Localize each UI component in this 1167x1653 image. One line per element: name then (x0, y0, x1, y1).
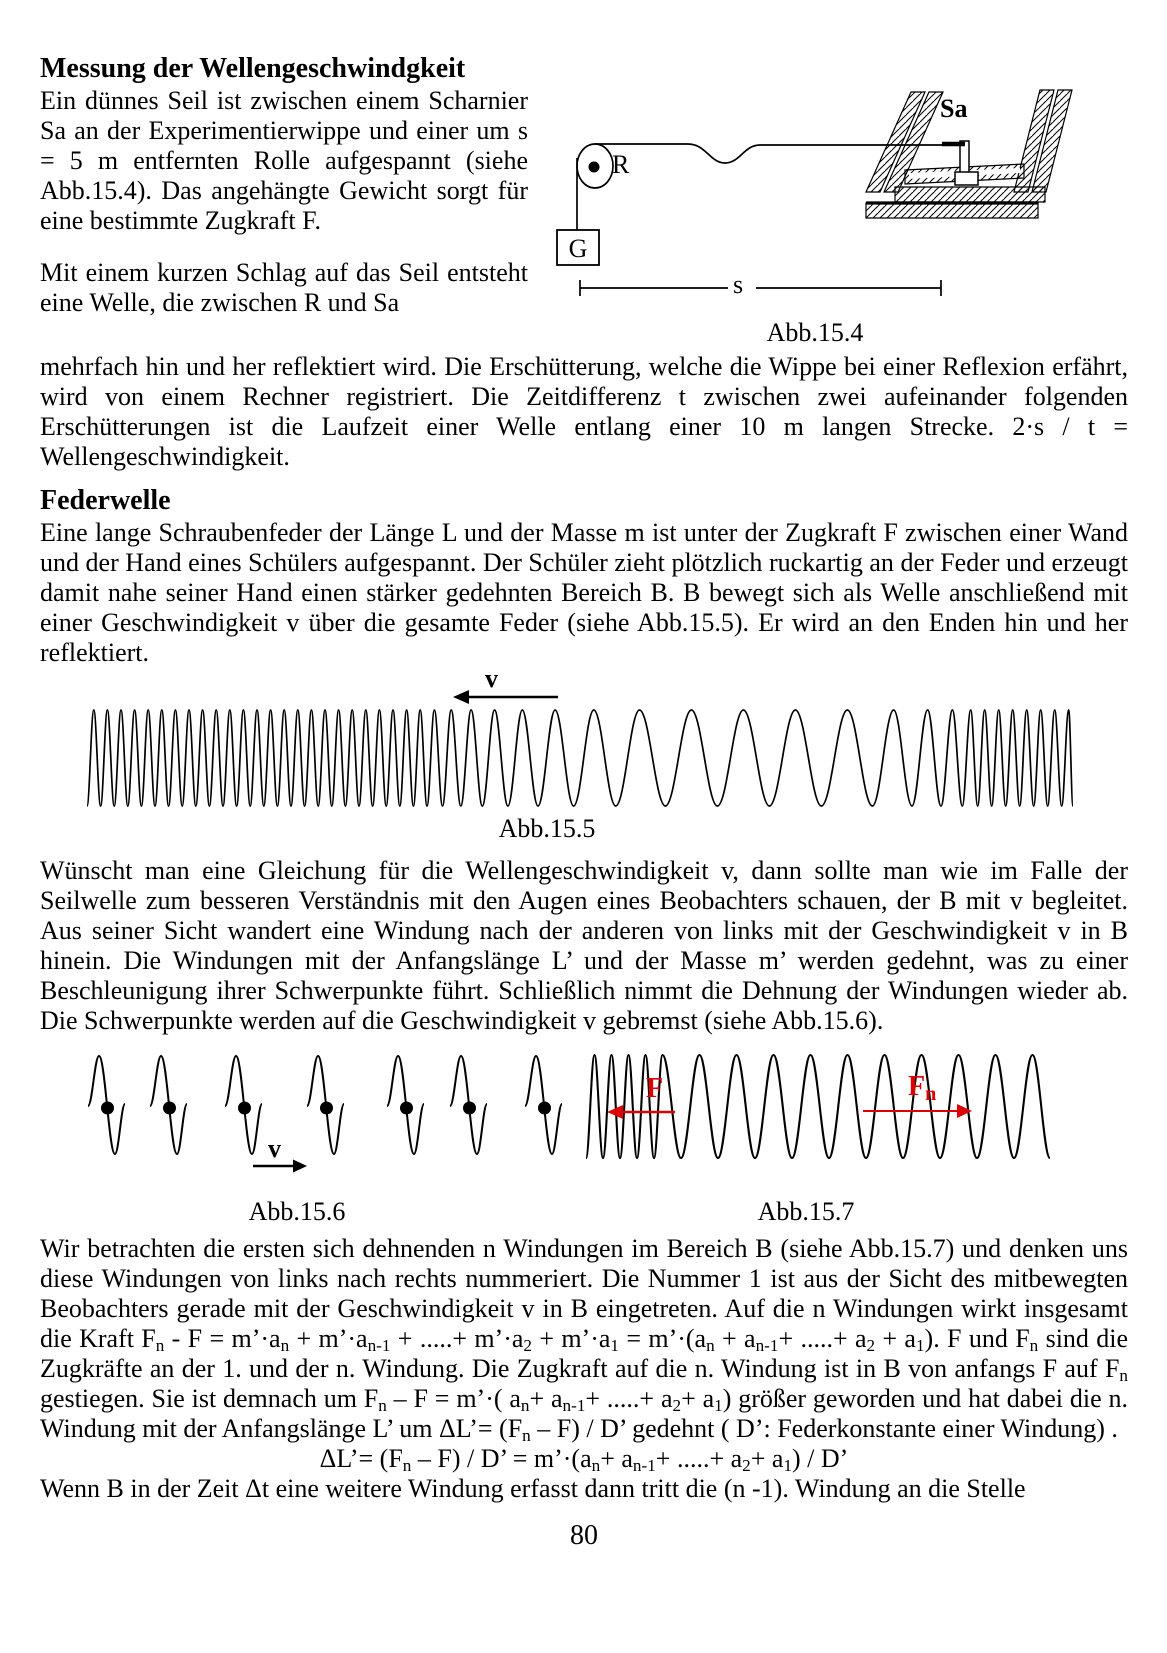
pulley-label-r: R (612, 150, 630, 179)
para-schlag: Mit einem kurzen Schlag auf das Seil entsteht eine Welle, die zwischen R und Sa (40, 258, 528, 317)
stretched-region-drawing (578, 1050, 1093, 1182)
figure-abb-15-6 (75, 1050, 570, 1234)
pulley-icon (577, 144, 613, 230)
force-label-fn: Fn (908, 1071, 937, 1106)
force-label-f: F (646, 1073, 664, 1104)
para-mehrfach: mehrfach hin und her reflektiert wird. Die Erschütterung, welche die Wippe bei einer Reflexion erfährt, wird von einem Rechner registriert. Die Zeitdifferenz t zwischen zwei aufeinander folgenden Erschütterungen ist die Laufzeit einer Welle entlang einer 10 m langen Strecke. 2·s / t = Wellengeschwindigkeit. (40, 352, 1128, 471)
formula-delta-l: ΔL’= $(F_n - F)$ / D’ = $m’\cdot(a_n+ a_{n-1}+$ .....+ $a_2+ a_1) / D$’ (319, 1444, 849, 1475)
figure-abb-15-4 (528, 80, 1128, 352)
figure-caption-abb-15-6: Abb.15.6 (248, 1197, 346, 1226)
single-windings-drawing (75, 1050, 570, 1182)
figure-caption-abb-15-5: Abb.15.5 (498, 814, 596, 843)
experiment-setup-drawing (528, 80, 1083, 352)
force-fn-arrow (863, 1104, 972, 1118)
left-text-column (40, 52, 528, 352)
para-wenn-b: Wenn B in der Zeit Δt eine weitere Windung erfasst dann tritt die (n -1). Windung an die Stelle (40, 1474, 1026, 1503)
hinge-label-sa: Sa (940, 94, 968, 123)
weight-label-g: G (568, 234, 588, 263)
figure-abb-15-7 (578, 1050, 1098, 1234)
spring-wave-drawing (85, 670, 1075, 810)
para-windungen: Wir betrachten die ersten sich dehnenden n Windungen im Bereich B (siehe Abb.15.7) und denken uns diese Windungen von links nach rechts nummeriert. Die Nummer 1 ist aus der Sicht des mitbewegten Beobachters gerade mit der Geschwindigkeit v in B eingetreten. Auf die n Windungen wirkt insgesamt die Kraft $F_n$ - $F = m’\cdot a_n$ + $m’\cdot a_{n-1}$ + .....+ $m’\cdot a_2$ + $m’\cdot a_1$ = $m’\cdot(a_n + a_{n-1}+$ .....+ $a_2 + a_1$). F und $F_n$ sind die Zugkräfte an der 1. und der n. Windung. Die Zugkraft auf die n. Windung ist in B von anfangs F auf $F_n$ gestiegen. Sie ist demnach um $F_n$ – F = m’·( $a_n+ a_{n-1}+$ .....+ $a_2+ a_1$) größer geworden und hat dabei die n. Windung mit der Anfangslänge L’ um ΔL’= $(F_n - F)$ / D’ gedehnt ( D’: Federkonstante einer Windung) . (40, 1234, 1129, 1445)
heading-federwelle: Federwelle (40, 485, 171, 516)
velocity-label-v: v (268, 1134, 281, 1163)
spring-coil-path (586, 1055, 1050, 1158)
para-federwelle: Eine lange Schraubenfeder der Länge L und der Masse m ist unter der Zugkraft F zwischen einer Wand und der Hand eines Schülers aufgespannt. Der Schüler zieht plötzlich ruckartig an der Feder und erzeugt damit nahe seiner Hand einen stärker gedehnten Bereich B. B bewegt sich als Welle anschließend mit einer Geschwindigkeit v über die gesamte Feder (siehe Abb.15.5). Er wird an den Enden hin und her reflektiert. (40, 518, 1128, 667)
distance-label-s: s (733, 270, 744, 299)
heading-messung: Messung der Wellengeschwindgkeit (40, 53, 466, 84)
velocity-label-v: v (485, 664, 498, 693)
para-seil-aufbau: Ein dünnes Seil ist zwischen einem Scharnier Sa an der Experimentierwippe und einer um s = 5 m entfernten Rolle aufgespannt (siehe Abb.15.4). Das angehängte Gewicht sorgt für eine bestimmte Zugkraft F. (40, 86, 528, 235)
para-gleichung: Wünscht man eine Gleichung für die Wellengeschwindigkeit v, dann sollte man wie im Falle der Seilwelle zum besseren Verständnis mit den Augen eines Beobachters schauen, der B mit v begleitet. Aus seiner Sicht wandert eine Windung nach der anderen von links mit der Geschwindigkeit v in B hinein. Die Windungen mit der Anfangslänge L’ und der Masse m’ werden gedehnt, was zu einer Beschleunigung ihrer Schwerpunkte führt. Schließlich nimmt die Dehnung der Windungen wieder ab. Die Schwerpunkte werden auf die Geschwindigkeit v gebremst (siehe Abb.15.6). (40, 856, 1128, 1035)
coil-wave-path (87, 710, 1073, 806)
figure-caption-abb-15-7: Abb.15.7 (757, 1197, 855, 1226)
page-number: 80 (570, 1520, 598, 1551)
top-section (40, 52, 1128, 352)
figures-row (40, 1050, 1128, 1234)
figure-caption-abb-15-4: Abb.15.4 (766, 318, 864, 347)
winding-pulses (88, 1056, 562, 1154)
velocity-arrow (453, 690, 558, 704)
distance-s-dimension (580, 280, 941, 296)
figure-abb-15-5 (85, 664, 1085, 848)
